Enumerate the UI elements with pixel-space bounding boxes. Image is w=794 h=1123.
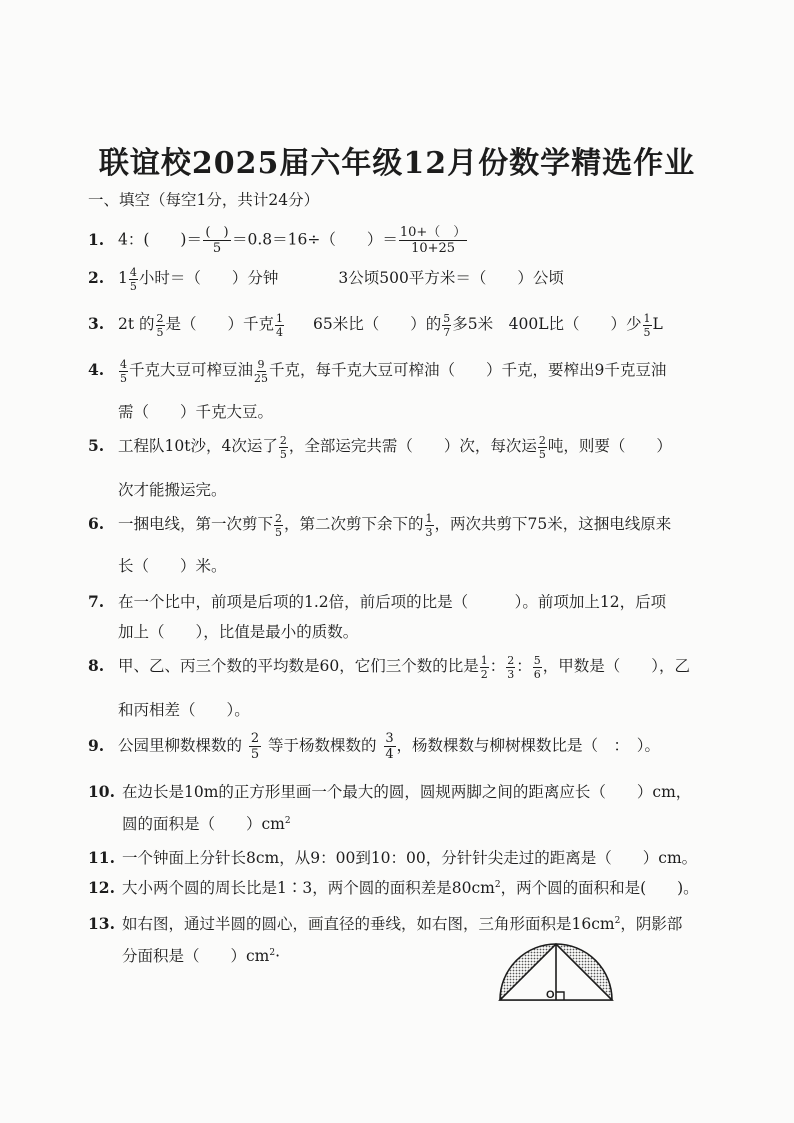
question-number: 6. <box>88 514 105 533</box>
question-4: 4. $\frac{4}{5}$ 千克大豆可榨豆油 $\frac{9}{25}$ 千克，每千克大豆可榨油（ ）千克，要榨出9千克豆油 <box>88 357 667 385</box>
question-7-continued: 加上（ ），比值是最小的质数。 <box>118 623 359 641</box>
question-number: 12. <box>88 878 115 897</box>
fraction: $\frac{4}{5}$ <box>120 357 127 385</box>
question-13-continued: 分面积是（ ）$cm^2\cdot$ <box>122 947 281 965</box>
question-6: 6. 一捆电线，第一次剪下 $\frac{2}{5}$ ，第二次剪下余下的 $\frac{1}{3}$ ，两次共剪下75米，这捆电线原来 <box>88 511 672 539</box>
question-8: 8. 甲、乙、丙三个数的平均数是60，它们三个数的比是 $\frac{1}{2}$ ： $\frac{2}{3}$ ： $\frac{5}{6}$ ，甲数是（ ），乙 <box>88 653 691 681</box>
question-number: 2. <box>88 268 105 287</box>
fraction: $\frac{2}{5}$ <box>275 511 283 539</box>
question-number: 11. <box>88 848 115 867</box>
question-number: 10. <box>88 782 115 801</box>
question-4-continued: 需（ ）千克大豆。 <box>118 403 274 421</box>
question-9: 9. 公园里柳数棵数的 $\frac{2}{5}$ 等于杨数棵数的 $\frac{3}{4}$ ，杨数棵数与柳树棵数比是（ ： ）。 <box>88 731 661 762</box>
fraction: $\frac{5}{7}$ <box>443 311 451 339</box>
question-10-continued: 圆的面积是（ ）$cm^2$ <box>122 815 291 833</box>
question-8-continued: 和丙相差（ ）。 <box>118 701 250 719</box>
fraction: $\frac{2}{5}$ <box>250 731 260 762</box>
question-5-continued: 次才能搬运完。 <box>118 481 227 499</box>
fraction: $\frac{1}{3}$ <box>425 511 433 539</box>
question-11: 11. 一个钟面上分针长8cm，从9：00到10：00，分针针尖走过的距离是（ ）cm。 <box>88 848 698 867</box>
question-13: 13. 如右图，通过半圆的圆心，画直径的垂线，如右图，三角形面积是$16cm^2$，阴影部 <box>88 914 683 933</box>
question-10: 10. 在边长是10m的正方形里画一个最大的圆，圆规两脚之间的距离应长（ ）cm， <box>88 782 692 801</box>
question-number: 7. <box>88 592 105 611</box>
question-number: 3. <box>88 314 105 333</box>
question-number: 4. <box>88 360 105 379</box>
fraction: $\frac{1}{5}$ <box>643 311 651 339</box>
question-12: 12. 大小两个圆的周长比是1∶3，两个圆的面积差是$80cm^2$，两个圆的面积和是( )。 <box>88 878 699 897</box>
fraction: $\frac{( )}{5}$ <box>203 226 231 255</box>
fraction: $\frac{2}{3}$ <box>507 653 515 681</box>
fraction: $\frac{1}{2}$ <box>480 653 488 681</box>
question-2: 2. 1 $\frac{4}{5}$ 小时＝（ ）分钟 3公顷500平方米＝（ ）公顷 <box>88 265 564 293</box>
section-heading: 一、填空（每空1分，共计24分） <box>88 191 320 209</box>
question-number: 9. <box>88 735 105 755</box>
fraction: $\frac{10+( )}{10+25}$ <box>399 225 467 256</box>
question-number: 13. <box>88 914 115 933</box>
question-number: 5. <box>88 436 105 455</box>
question-5: 5. 工程队10t沙，4次运了 $\frac{2}{5}$ ，全部运完共需（ ）次，每次运 $\frac{2}{5}$ 吨，则要（ ） <box>88 433 672 461</box>
question-3: 3. 2t 的 $\frac{2}{5}$ 是（ ）千克 $\frac{1}{4}$ 65米比（ ）的 $\frac{5}{7}$ 多5米 400L比（ ）少 $\frac{1}{5}$ L <box>88 311 663 339</box>
fraction: $\frac{1}{4}$ <box>276 311 284 339</box>
fraction: $\frac{2}{5}$ <box>156 311 164 339</box>
question-7: 7. 在一个比中，前项是后项的1.2倍，前后项的比是（ ）。前项加上12，后项 <box>88 592 667 611</box>
fraction: $\frac{4}{5}$ <box>129 265 137 293</box>
page-title: 联谊校2025届六年级12月份数学精选作业 <box>98 146 696 181</box>
fraction: $\frac{3}{4}$ <box>385 731 394 762</box>
question-6-continued: 长（ ）米。 <box>118 557 227 575</box>
question-number: 1. <box>88 229 105 249</box>
fraction: $\frac{2}{5}$ <box>538 433 546 461</box>
fraction: $\frac{9}{25}$ <box>254 357 269 385</box>
question-1: 1. 4：( )＝ $\frac{( )}{5}$ ＝0.8＝16÷（ ）＝ $\frac{10+( )}{10+25}$ <box>88 225 467 256</box>
question-number: 8. <box>88 656 105 675</box>
fraction: $\frac{5}{6}$ <box>533 653 541 681</box>
fraction: $\frac{2}{5}$ <box>279 433 287 461</box>
semicircle-figure <box>497 918 617 1008</box>
center-label: O <box>546 989 555 1001</box>
